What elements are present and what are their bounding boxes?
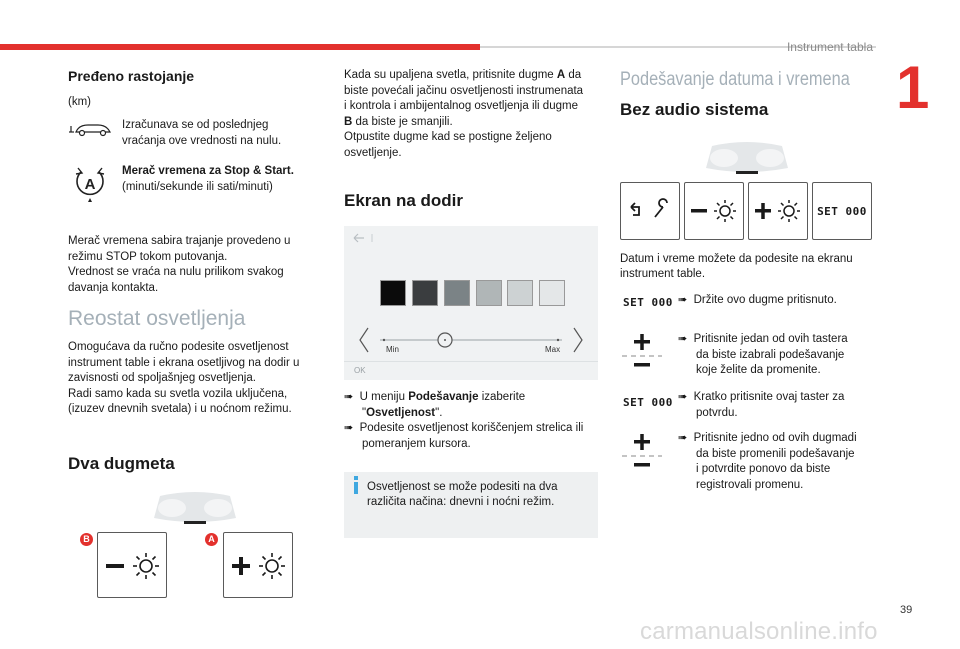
rheostat-paragraph: Omogućava da ručno podesite osvetljenost instrument table i ekrana osetljivog na dodir u zavisnosti od spoljašnjeg osvetljenja. Radi samo kada su svetla vozila uključena, (izuzev dnevnih svetala) i u noćnom režimu. <box>68 341 300 415</box>
bullet-icon: ➠ <box>678 391 688 403</box>
stop-start-icon <box>72 164 108 204</box>
heading-rheostat: Reostat osvetljenja <box>68 307 246 330</box>
bullet-icon: ➠ <box>344 391 354 403</box>
bullet-icon: ➠ <box>678 432 688 444</box>
plus-minus-icon <box>620 334 664 370</box>
stop-start-unit: (minuti/sekunde ili sati/minuti) <box>122 181 273 193</box>
button-set[interactable] <box>812 182 872 240</box>
plus-brightness-icon <box>749 183 807 239</box>
screen-divider <box>344 361 598 362</box>
heading-two-buttons: Dva dugmeta <box>68 454 175 473</box>
swatch-3[interactable] <box>444 280 470 306</box>
minus-brightness-icon <box>98 533 166 597</box>
step2-text: ➠ Pritisnite jedan od ovih tastera da biste izabrali podešavanje koje želite da promenite. <box>678 333 848 376</box>
swatch-1[interactable] <box>380 280 406 306</box>
distance-desc-1: Izračunava se od poslednjeg <box>122 119 269 131</box>
heading-distance: Pređeno rastojanje <box>68 68 195 84</box>
minus-brightness-icon <box>685 183 743 239</box>
bullet-icon: ➠ <box>344 422 354 434</box>
info-icon-dot <box>354 476 358 480</box>
plus-minus-icon <box>620 434 664 470</box>
heading-date-time: Podešavanje datuma i vremena <box>620 69 850 90</box>
bullet-icon: ➠ <box>678 333 688 345</box>
plus-brightness-icon <box>224 533 292 597</box>
heading-no-audio: Bez audio sistema <box>620 100 769 119</box>
chapter-number: 1 <box>896 54 930 121</box>
slider-min-label: Min <box>386 345 399 354</box>
back-wrench-icon <box>621 183 679 239</box>
step4-text: ➠ Pritisnite jedno od ovih dugmadi da biste promenili podešavanje i potvrdite ponovo da biste registrovali promenu. <box>678 432 857 491</box>
button-plus-brightness[interactable] <box>748 182 808 240</box>
marker-b: B <box>80 533 93 546</box>
marker-a: A <box>205 533 218 546</box>
set-button-label: SET 000 <box>817 204 867 218</box>
svg-text:A: A <box>84 176 96 193</box>
header-red-bar <box>0 44 480 50</box>
info-note-box: Osvetljenost se može podesiti na dva različita načina: dnevni i noćni režim. <box>344 472 598 538</box>
watermark-text: carmanualsonline.info <box>640 618 878 645</box>
swatch-5[interactable] <box>507 280 533 306</box>
slider-max-label: Max <box>545 345 561 354</box>
date-desc-1: Datum i vreme možete da podesite na ekranu <box>620 253 853 265</box>
step3-text: ➠ Kratko pritisnite ovaj taster za potvrdu. <box>678 391 845 419</box>
button-minus-brightness[interactable] <box>684 182 744 240</box>
stop-start-title: Merač vremena za Stop & Start. <box>122 165 294 177</box>
button-b-decrease[interactable] <box>97 532 167 598</box>
touchscreen-steps: ➠ U meniju Podešavanje izaberite "Osvetljenost". ➠ Podesite osvetljenost koriščenjem strelica ili pomeranjem kursora. <box>344 390 604 452</box>
step1-text: ➠ Držite ovo dugme pritisnuto. <box>678 294 837 306</box>
button-back-settings[interactable] <box>620 182 680 240</box>
ok-button[interactable]: OK <box>354 366 366 375</box>
chapter-title: Instrument tabla <box>786 40 873 54</box>
page-number: 39 <box>900 604 913 616</box>
set-icon-step1: SET 000 <box>623 296 673 309</box>
cluster-controls-illustration <box>150 490 240 526</box>
heading-touchscreen: Ekran na dodir <box>344 191 464 210</box>
swatch-2[interactable] <box>412 280 438 306</box>
button-a-increase[interactable] <box>223 532 293 598</box>
info-icon-bar <box>354 482 358 494</box>
step-adjust: ➠ Podesite osvetljenost koriščenjem strelica ili <box>344 422 584 434</box>
odometer-trip-icon <box>68 118 114 140</box>
stop-start-paragraph: Merač vremena sabira trajanje provedeno u režimu STOP tokom putovanja. Vrednost se vraća na nulu prilikom svakog davanja kontakta. <box>68 235 291 294</box>
back-arrow-icon[interactable] <box>352 232 376 244</box>
bullet-icon: ➠ <box>678 294 688 306</box>
step-menu: ➠ U meniju Podešavanje izaberite <box>344 391 526 403</box>
touchscreen-brightness-panel <box>344 226 598 380</box>
distance-unit: (km) <box>68 96 91 108</box>
swatch-6[interactable] <box>539 280 565 306</box>
date-desc-2: instrument table. <box>620 268 706 280</box>
distance-desc-2: vraćanja ove vrednosti na nulu. <box>122 135 282 147</box>
cluster-controls-illustration-2 <box>702 140 792 176</box>
swatch-4[interactable] <box>476 280 502 306</box>
lights-paragraph: Kada su upaljena svetla, pritisnite dugme A da biste povećali jačinu osvetljenosti instrumenata i kontrola i ambijentalnog osvetljenja ili dugme B da biste je smanjili. Otpustite dugme kad se postigne željeno osvetljenje. <box>344 69 584 159</box>
set-icon-step3: SET 000 <box>623 396 673 409</box>
